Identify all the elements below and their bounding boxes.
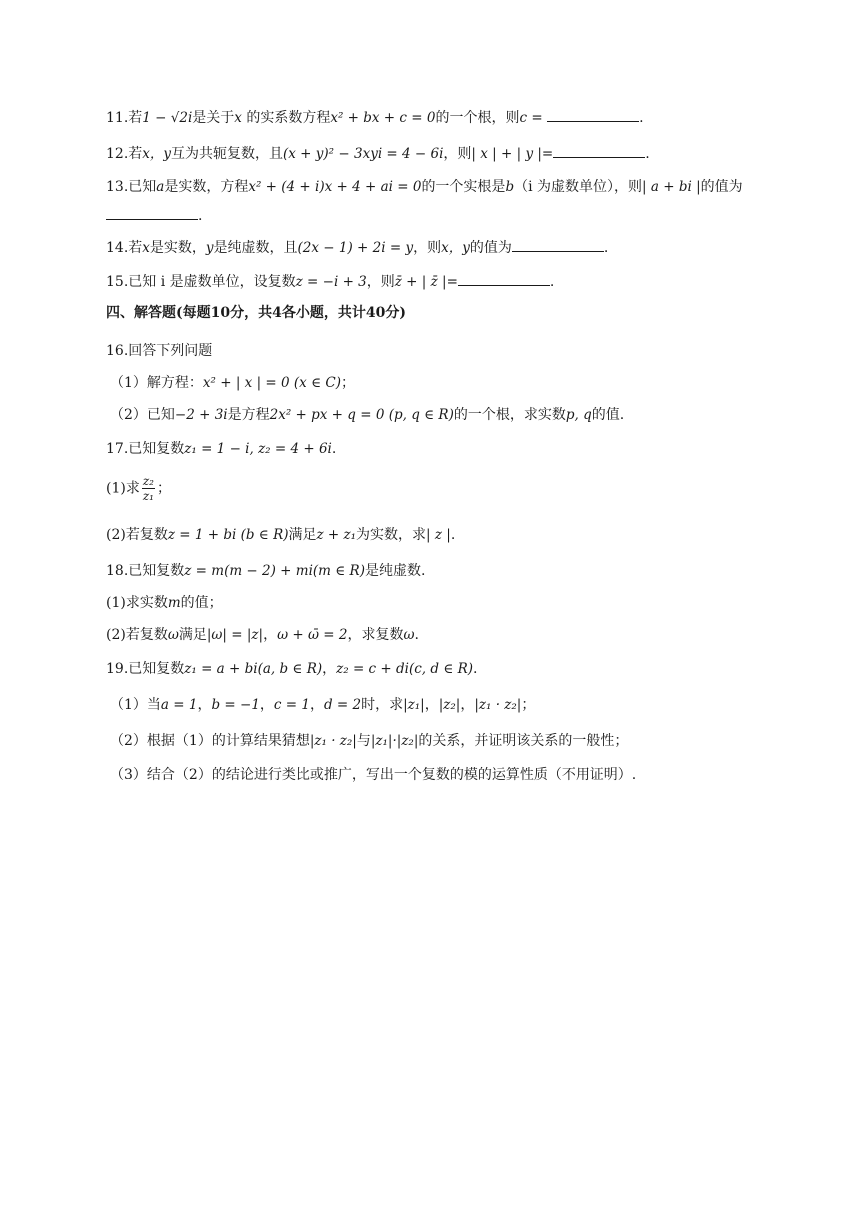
question-15 — [106, 272, 554, 291]
q14-end: . — [603, 240, 609, 256]
q13-prefix: 13.已知 — [106, 179, 157, 195]
q19-z2: z₂ = c + di(c, d ∈ R) — [336, 661, 474, 677]
q19-z1: z₁ = a + bi(a, b ∈ R) — [184, 661, 323, 677]
q16-p1-end: ； — [340, 375, 355, 391]
q11-text2: 的实系数方程 — [241, 110, 331, 126]
q11-root-expr: 1 − √2i — [142, 110, 193, 126]
q15-text: ，则 — [366, 274, 395, 290]
q13-text: 是实数，方程 — [164, 179, 249, 195]
q18-p2-text: 满足 — [178, 627, 207, 643]
q19-p1-prefix: （1）当 — [110, 697, 161, 713]
q12-equation: (x + y)² − 3xyi = 4 − 6i — [283, 146, 444, 162]
q19-p1-comma3: ， — [309, 697, 324, 713]
q11-prefix: 11.若 — [106, 110, 143, 126]
q12-text: 互为共轭复数，且 — [171, 146, 284, 162]
q19-p1-c: c = 1 — [273, 697, 310, 713]
q19-title-end: . — [473, 661, 478, 677]
q17-p2-text: 满足 — [288, 527, 317, 543]
q13-text2: 的一个实根是 — [421, 179, 506, 195]
q18-p2-text2: ，求复数 — [347, 627, 404, 643]
q11-answer-label: c = — [519, 110, 543, 126]
q16-p2-root: −2 + 3i — [174, 407, 228, 423]
q18-title-post: 是纯虚数. — [364, 563, 426, 579]
q17-p2-prefix: (2)若复数 — [106, 527, 168, 543]
q19-p1-comma2: ， — [259, 697, 274, 713]
q14-text4: 的值为 — [469, 240, 512, 256]
q12-prefix: 12.若 — [106, 146, 143, 162]
question-12 — [106, 144, 650, 163]
q19-p1-comma4: ， — [424, 697, 439, 713]
q16-p2-end: 的值. — [591, 407, 625, 423]
q13-answer-expr: | a + bi | — [642, 179, 701, 195]
q17-title-end: . — [331, 441, 337, 457]
question-11 — [106, 108, 644, 127]
q18-given: z = m(m − 2) + mi(m ∈ R) — [184, 563, 365, 579]
q16-p1-equation: x² + | x | = 0 (x ∈ C) — [202, 375, 341, 391]
question-16-title: 16.回答下列问题 — [106, 343, 213, 359]
q19-p2-post: 的关系，并证明该关系的一般性； — [418, 733, 629, 749]
q14-var-y: y — [205, 240, 214, 256]
q17-p1-fraction — [142, 474, 155, 503]
q18-p1-var: m — [167, 595, 181, 611]
question-16-part-1 — [110, 374, 355, 392]
question-19-part-3: （3）结合（2）的结论进行类比或推广，写出一个复数的模的运算性质（不用证明）. — [110, 767, 637, 783]
q14-text: 是实数， — [149, 240, 206, 256]
q19-p2-text: 与 — [356, 733, 371, 749]
q19-p2-product-mods: |z₁|·|z₂| — [370, 733, 419, 749]
q19-p1-mod-z1: |z₁| — [403, 697, 425, 713]
q18-p1-post: 的值； — [180, 595, 223, 611]
q13-answer-blank[interactable] — [106, 206, 198, 220]
q19-p1-mod-z2: |z₂| — [438, 697, 461, 713]
q13-var-b: b — [505, 179, 515, 195]
q18-p2-var2: ω — [403, 627, 415, 643]
q17-prefix: 17.已知复数 — [106, 441, 185, 457]
question-17-part-2 — [106, 526, 455, 544]
question-18-part-1 — [106, 594, 223, 612]
q18-p2-end: . — [414, 627, 419, 643]
q19-p1-comma1: ， — [197, 697, 212, 713]
q14-equation: (2x − 1) + 2i = y — [297, 240, 414, 256]
q14-text3: ，则 — [413, 240, 442, 256]
q17-p2-z: z = 1 + bi (b ∈ R) — [167, 527, 289, 543]
question-16-part-2 — [110, 406, 624, 424]
q16-p2-vars: p, q — [565, 407, 592, 423]
q17-given: z₁ = 1 − i, z₂ = 4 + 6i — [184, 441, 332, 457]
q18-p2-cond1: |ω| = |z| — [206, 627, 264, 643]
q14-prefix: 14.若 — [106, 240, 143, 256]
q13-equation: x² + (4 + i)x + 4 + ai = 0 — [248, 179, 422, 195]
q14-text2: 是纯虚数，且 — [213, 240, 298, 256]
q19-p1-b: b = −1 — [211, 697, 260, 713]
q13-end: . — [198, 208, 203, 224]
q13-text3: 的值为 — [700, 179, 743, 195]
q18-p2-sep: ， — [263, 627, 278, 643]
q19-p2-mod-product: |z₁ · z₂| — [309, 733, 357, 749]
q19-p1-d: d = 2 — [323, 697, 362, 713]
q19-p1-end: ； — [521, 697, 536, 713]
q11-text: 是关于 — [192, 110, 235, 126]
q15-answer-blank[interactable] — [458, 272, 550, 286]
q19-sep: ， — [322, 661, 337, 677]
q17-p1-numerator: z₂ — [142, 474, 154, 488]
q12-vars: x，y — [142, 146, 172, 162]
question-19-part-1 — [110, 696, 535, 714]
q19-p2-prefix: （2）根据（1）的计算结果猜想 — [110, 733, 310, 749]
q13-paren: （i 为虚数单位），则 — [514, 179, 643, 195]
question-13 — [106, 178, 743, 196]
q12-end: . — [645, 146, 650, 162]
q11-end: . — [639, 110, 644, 126]
question-19-part-2 — [110, 732, 628, 750]
q13-var-a: a — [156, 179, 165, 195]
q18-prefix: 18.已知复数 — [106, 563, 185, 579]
question-13-blank-line — [106, 206, 202, 225]
q18-p2-prefix: (2)若复数 — [106, 627, 168, 643]
q17-p2-text2: 为实数，求 — [356, 527, 427, 543]
q17-p2-sum: z + z₁ — [316, 527, 357, 543]
question-19-title — [106, 660, 478, 678]
question-18-part-2 — [106, 626, 419, 644]
q16-p1-prefix: （1）解方程： — [110, 375, 203, 391]
q11-text3: 的一个根，则 — [435, 110, 520, 126]
q19-prefix: 19.已知复数 — [106, 661, 185, 677]
section-header: 四、解答题(每题10分，共4各小题，共计40分) — [106, 305, 406, 321]
q15-end: . — [549, 274, 555, 290]
q17-p2-modulus: | z | — [426, 527, 451, 543]
q18-p1-prefix: (1)求实数 — [106, 595, 168, 611]
q19-p1-a: a = 1 — [160, 697, 198, 713]
q15-prefix: 15.已知 i 是虚数单位，设复数 — [106, 274, 296, 290]
q17-p1-prefix: (1)求 — [106, 480, 140, 497]
q17-p1-denominator: z₁ — [142, 489, 154, 503]
q15-expr: z = −i + 3 — [295, 274, 367, 290]
q14-answer-blank[interactable] — [512, 238, 604, 252]
q18-p2-cond2: ω + ω̄ = 2 — [277, 627, 348, 643]
q19-p1-mod-product: |z₁ · z₂| — [474, 697, 522, 713]
question-17-part-1 — [106, 474, 171, 503]
q12-answer-blank[interactable] — [553, 144, 645, 158]
q16-p2-equation: 2x² + px + q = 0 (p, q ∈ R) — [269, 407, 454, 423]
q11-var: x — [234, 110, 242, 126]
q15-answer-label: z̄ + | z̄ |= — [394, 274, 458, 290]
q12-answer-label: | x | + | y |= — [471, 146, 554, 162]
question-14 — [106, 238, 608, 257]
q16-p2-text2: 的一个根，求实数 — [453, 407, 566, 423]
q14-var-x: x — [142, 240, 150, 256]
q16-p2-text: 是方程 — [227, 407, 270, 423]
question-18-title — [106, 562, 425, 580]
q11-equation: x² + bx + c = 0 — [330, 110, 436, 126]
q16-p2-prefix: （2）已知 — [110, 407, 175, 423]
q19-p1-comma5: ， — [460, 697, 475, 713]
q18-p2-var: ω — [167, 627, 179, 643]
question-17-title — [106, 440, 336, 458]
q17-p1-end: ； — [156, 480, 171, 497]
q12-text2: ，则 — [443, 146, 472, 162]
q17-p2-end: . — [450, 527, 456, 543]
q19-p1-text: 时，求 — [361, 697, 404, 713]
q11-answer-blank[interactable] — [547, 108, 639, 122]
q14-vars: x，y — [441, 240, 470, 256]
